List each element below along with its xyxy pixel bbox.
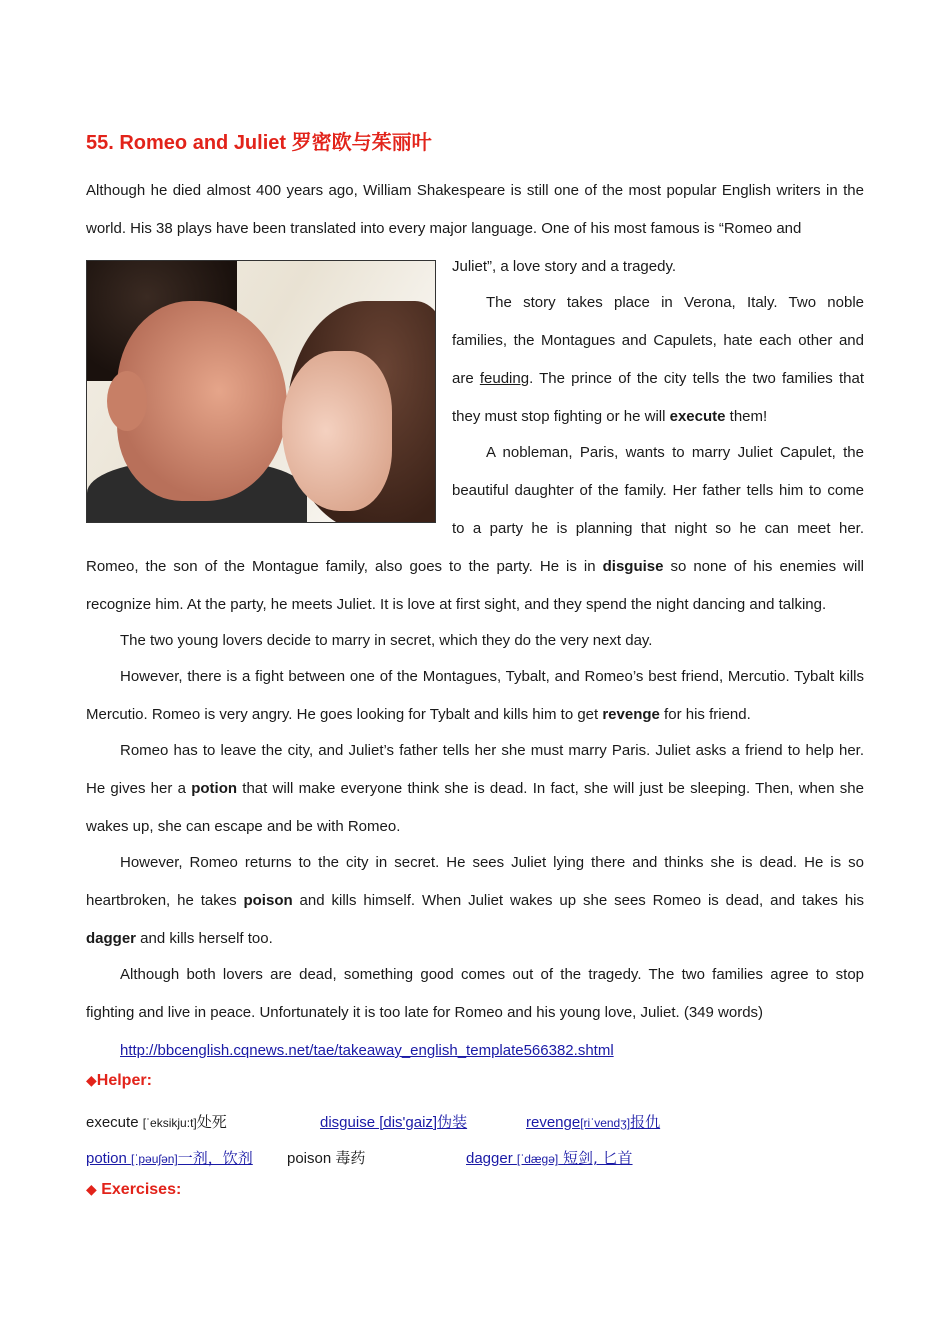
- source-link[interactable]: http://bbcenglish.cqnews.net/tae/takeaway_english_template566382.shtml: [120, 1042, 614, 1059]
- paragraph-5: However, there is a fight between one of the Montagues, Tybalt, and Romeo’s best friend, Mercutio. Tybalt kills Mercutio. Romeo is very angry. He goes looking for Tybalt and kills him to get revenge for his friend.: [86, 668, 864, 723]
- vocab-revenge[interactable]: revenge[riˈvendʒ]报仇: [526, 1113, 661, 1131]
- word-feuding: feuding: [479, 370, 530, 387]
- vocab-execute: execute [ˈeksikju:t]处死: [86, 1113, 227, 1131]
- page-title: 55. Romeo and Juliet 罗密欧与茱丽叶: [86, 132, 432, 154]
- paragraph-6: Romeo has to leave the city, and Juliet’s father tells her she must marry Paris. Juliet asks a friend to help her. He gives her a potion that will make everyone think she is dead. In fact, she will just be sleeping. Then, when she wakes up, she can escape and be with Romeo.: [86, 742, 864, 835]
- paragraph-2: The story takes place in Verona, Italy. Two noble families, the Montagues and Capulets, hate each other and are feuding. The prince of the city tells the two families that they must stop fighting or he will execute them!: [452, 294, 864, 425]
- word-dagger: dagger: [86, 930, 137, 947]
- paragraph-1: [86, 172, 864, 248]
- vocab-disguise[interactable]: disguise [dis'gaiz]伪装: [320, 1113, 468, 1131]
- word-execute: execute: [669, 408, 726, 425]
- source-line: [86, 1032, 864, 1070]
- right-column-text: [452, 248, 864, 286]
- paragraph-3: A nobleman, Paris, wants to marry Juliet Capulet, the beautiful daughter of the family. Her father tells him to come to a party he is planning that night so he can meet her. Romeo, the son of the Montague family, also goes to the party. He is in disguise so none of his enemies will recognize him. At the party, he meets Juliet. It is love at first sight, and they spend the night dancing and talking.: [86, 444, 864, 613]
- word-revenge: revenge: [602, 706, 660, 723]
- helper-heading: ◆Helper:: [86, 1072, 152, 1089]
- spill-line: Juliet”, a love story and a tragedy.: [452, 258, 677, 275]
- vocab-dagger[interactable]: dagger [ˈdægə] 短剑, 匕首: [466, 1149, 633, 1167]
- article-body: [86, 172, 864, 248]
- diamond-icon: ◆: [86, 1181, 97, 1197]
- exercises-heading: ◆ Exercises:: [86, 1181, 182, 1198]
- word-potion: potion: [191, 780, 238, 797]
- paragraph-8: Although both lovers are dead, something good comes out of the tragedy. The two families agree to stop fighting and live in peace. Unfortunately it is too late for Romeo and his young love, Juliet. (349 words): [86, 966, 864, 1021]
- vocab-poison: poison 毒药: [287, 1149, 366, 1167]
- diamond-icon: ◆: [86, 1072, 97, 1088]
- vocab-potion[interactable]: potion [ˈpəuʃən]一剂，饮剂: [86, 1149, 253, 1167]
- paragraph-4: The two young lovers decide to marry in secret, which they do the very next day.: [120, 632, 653, 649]
- paragraph-1-text: Although he died almost 400 years ago, William Shakespeare is still one of the most popular English writers in the world. His 38 plays have been translated into every major language. One of his most famous is “Romeo and: [86, 182, 864, 237]
- word-disguise: disguise: [602, 558, 664, 575]
- word-poison: poison: [243, 892, 293, 909]
- paragraph-7: However, Romeo returns to the city in secret. He sees Juliet lying there and thinks she is dead. He is so heartbroken, he takes poison and kills himself. When Juliet wakes up she sees Romeo is dead, and takes his dagger and kills herself too.: [86, 854, 864, 947]
- paragraphs-lower: [86, 622, 864, 1070]
